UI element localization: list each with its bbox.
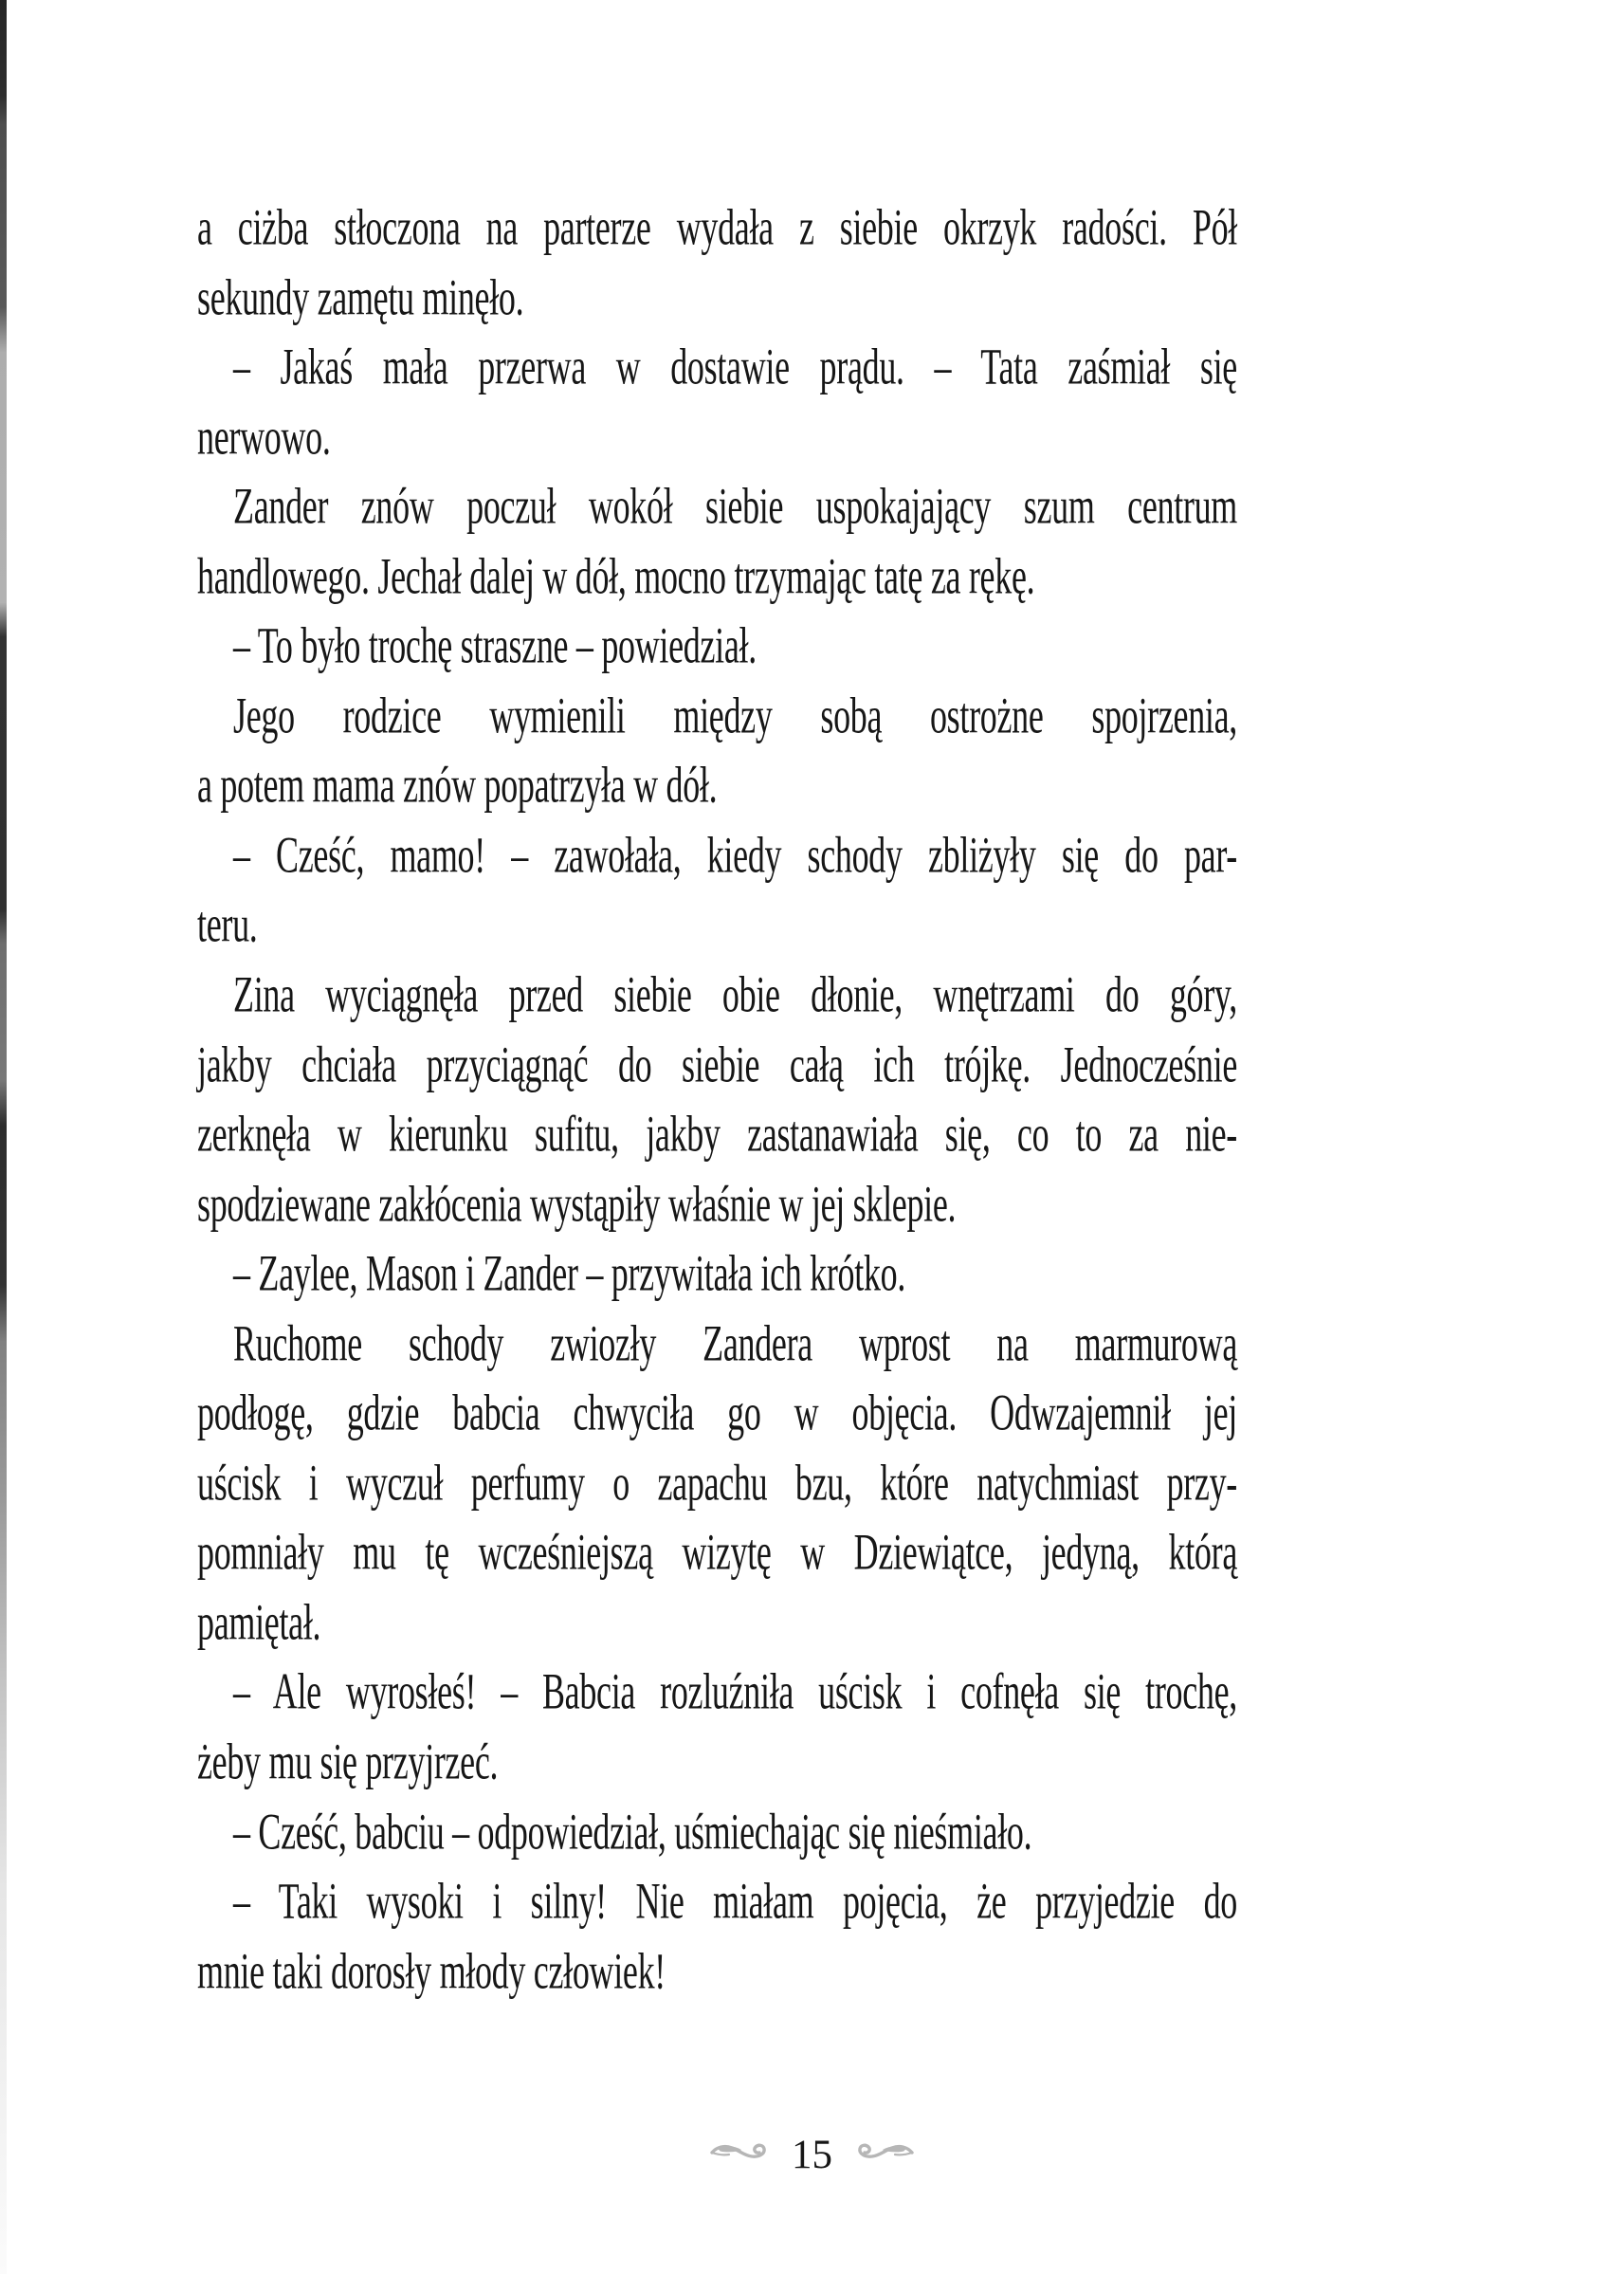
text-line: – Ale wyrosłeś! – Babcia rozluźniła uścisk i cofnęła się trochę,	[233, 1663, 1237, 1721]
text-line: pamiętał.	[197, 1593, 321, 1651]
text-line: mnie taki dorosły młody człowiek!	[197, 1942, 666, 2000]
text-line: podłogę, gdzie babcia chwyciła go w objęcia. Odwzajemnił jej	[197, 1384, 1237, 1441]
page-number: 15	[792, 2132, 832, 2177]
text-line: Jego rodzice wymienili między sobą ostrożne spojrzenia,	[233, 687, 1237, 744]
text-line: jakby chciała przyciągnąć do siebie całą ich trójkę. Jednocześnie	[197, 1036, 1237, 1093]
text-line: zerknęła w kierunku sufitu, jakby zastanawiała się, co to za nie-	[197, 1105, 1237, 1163]
text-line: żeby mu się przyjrzeć.	[197, 1733, 499, 1790]
text-line: – Cześć, babciu – odpowiedział, uśmiechając się nieśmiało.	[233, 1803, 1032, 1861]
text-line: uścisk i wyczuł perfumy o zapachu bzu, które natychmiast przy-	[197, 1454, 1237, 1512]
text-line: – Taki wysoki i silny! Nie miałam pojęcia, że przyjedzie do	[233, 1872, 1237, 1930]
flourish-left-icon	[709, 2139, 776, 2168]
text-line: pomniały mu tę wcześniejszą wizytę w Dziewiątce, jedyną, którą	[197, 1524, 1237, 1582]
flourish-right-icon	[848, 2139, 915, 2168]
text-line: – Zaylee, Mason i Zander – przywitała ich krótko.	[233, 1244, 906, 1302]
page-footer	[0, 2124, 1624, 2183]
text-block	[197, 193, 1237, 2007]
text-line: Ruchome schody zwiozły Zandera wprost na marmurową	[233, 1314, 1237, 1372]
text-line: nerwowo.	[197, 408, 331, 466]
text-line: – Cześć, mamo! – zawołała, kiedy schody zbliżyły się do par-	[233, 826, 1237, 884]
text-line: handlowego. Jechał dalej w dół, mocno trzymając tatę za rękę.	[197, 547, 1035, 605]
text-line: – To było trochę straszne – powiedział.	[233, 616, 757, 674]
text-line: Zander znów poczuł wokół siebie uspokajający szum centrum	[233, 477, 1237, 535]
text-line: spodziewane zakłócenia wystąpiły właśnie w jej sklepie.	[197, 1175, 957, 1233]
text-line: a potem mama znów popatrzyła w dół.	[197, 756, 718, 814]
text-line: teru.	[197, 896, 258, 954]
text-line: Zina wyciągnęła przed siebie obie dłonie, wnętrzami do góry,	[233, 965, 1237, 1023]
text-line: a ciżba stłoczona na parterze wydała z siebie okrzyk radości. Pół	[197, 198, 1237, 256]
text-line: – Jakaś mała przerwa w dostawie prądu. – Tata zaśmiał się	[233, 338, 1237, 395]
scan-gutter-shadow	[0, 0, 7, 2274]
text-line: sekundy zamętu minęło.	[197, 268, 524, 326]
